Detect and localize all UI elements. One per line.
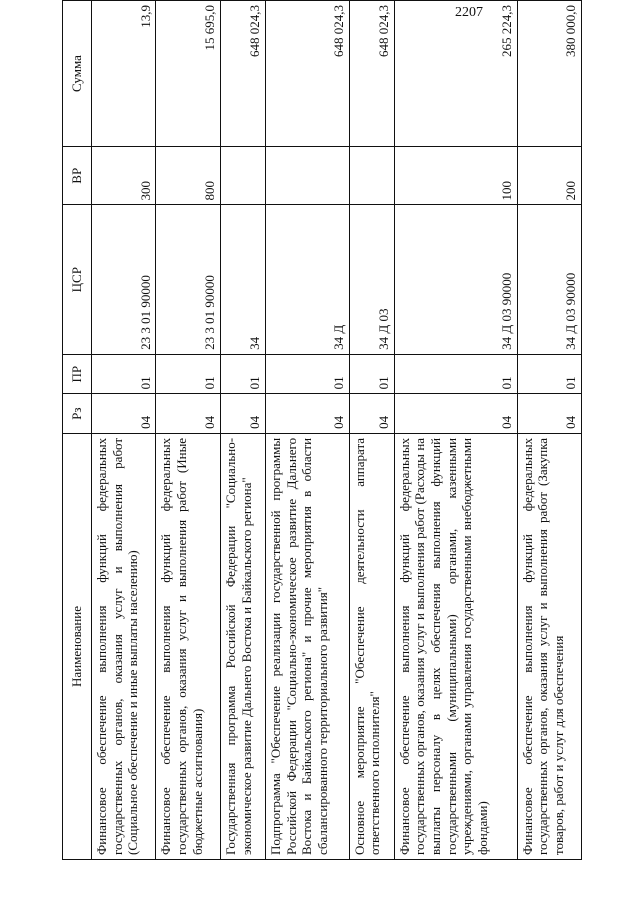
row-vr: 800 (156, 147, 220, 205)
table-row (220, 1, 265, 860)
row-vr: 100 (394, 147, 517, 205)
row-vr (220, 147, 265, 205)
table-row (156, 1, 220, 860)
header-row (63, 1, 92, 860)
row-csr: 23 3 01 90000 (156, 205, 220, 354)
row-rz: 04 (349, 394, 394, 434)
row-sum: 265 224,3 (394, 1, 517, 147)
row-sum: 15 695,0 (156, 1, 220, 147)
row-vr: 300 (92, 147, 156, 205)
table-row (394, 1, 517, 860)
table-row (265, 1, 349, 860)
row-vr (265, 147, 349, 205)
header-rz: Рз (63, 394, 92, 434)
row-rz: 04 (265, 394, 349, 434)
header-sum: Сумма (63, 1, 92, 147)
header-pr: ПР (63, 354, 92, 394)
table-row (349, 1, 394, 860)
row-pr: 01 (92, 354, 156, 394)
row-name: Финансовое обеспечение выполнения функций федеральных государственных органов, оказания услуг и выполнения работ (Расходы на выплаты персоналу в целях обеспечения выполнения функций государственными (муниципальными) органами, казенными учреждениями, органами управления государственными внебюджетными фондами) (394, 433, 517, 859)
table-row (92, 1, 156, 860)
row-name: Финансовое обеспечение выполнения функций федеральных государственных органов, оказания услуг и выполнения работ (Иные бюджетные ассигнования) (156, 433, 220, 859)
header-vr: ВР (63, 147, 92, 205)
row-vr (349, 147, 394, 205)
row-name: Государственная программа Российской Федерации "Социально-экономическое развитие Дальнего Востока и Байкальского региона" (220, 433, 265, 859)
row-sum: 648 024,3 (349, 1, 394, 147)
row-pr: 01 (156, 354, 220, 394)
row-csr: 34 Д 03 90000 (394, 205, 517, 354)
row-name: Основное мероприятие "Обеспечение деятельности аппарата ответственного исполнителя" (349, 433, 394, 859)
row-name: Финансовое обеспечение выполнения функций федеральных государственных органов, оказания услуг и выполнения работ (Закупка товаров, работ и услуг для обеспечения (517, 433, 582, 859)
row-csr: 34 Д 03 (349, 205, 394, 354)
table-row (517, 1, 582, 860)
row-sum: 380 000,0 (517, 1, 582, 147)
row-pr: 01 (349, 354, 394, 394)
row-pr: 01 (220, 354, 265, 394)
budget-table-rotated (62, 0, 582, 860)
page-number: 2207 (455, 5, 483, 20)
budget-table (62, 0, 582, 860)
header-csr: ЦСР (63, 205, 92, 354)
header-name: Наименование (63, 433, 92, 859)
row-csr: 23 3 01 90000 (92, 205, 156, 354)
row-rz: 04 (220, 394, 265, 434)
row-csr: 34 Д (265, 205, 349, 354)
row-sum: 648 024,3 (220, 1, 265, 147)
row-rz: 04 (156, 394, 220, 434)
row-pr: 01 (394, 354, 517, 394)
row-vr: 200 (517, 147, 582, 205)
row-rz: 04 (517, 394, 582, 434)
row-csr: 34 (220, 205, 265, 354)
row-sum: 648 024,3 (265, 1, 349, 147)
row-rz: 04 (394, 394, 517, 434)
row-name: Подпрограмма "Обеспечение реализации государственной программы Российской Федерации "Социально-экономическое развитие Дальнего Востока и Байкальского региона" и прочие мероприятия в области сбалансированного территориального развития" (265, 433, 349, 859)
row-rz: 04 (92, 394, 156, 434)
row-name: Финансовое обеспечение выполнения функций федеральных государственных органов, оказания услуг и выполнения работ (Социальное обеспечение и иные выплаты населению) (92, 433, 156, 859)
row-pr: 01 (265, 354, 349, 394)
row-csr: 34 Д 03 90000 (517, 205, 582, 354)
row-sum: 13,9 (92, 1, 156, 147)
row-pr: 01 (517, 354, 582, 394)
